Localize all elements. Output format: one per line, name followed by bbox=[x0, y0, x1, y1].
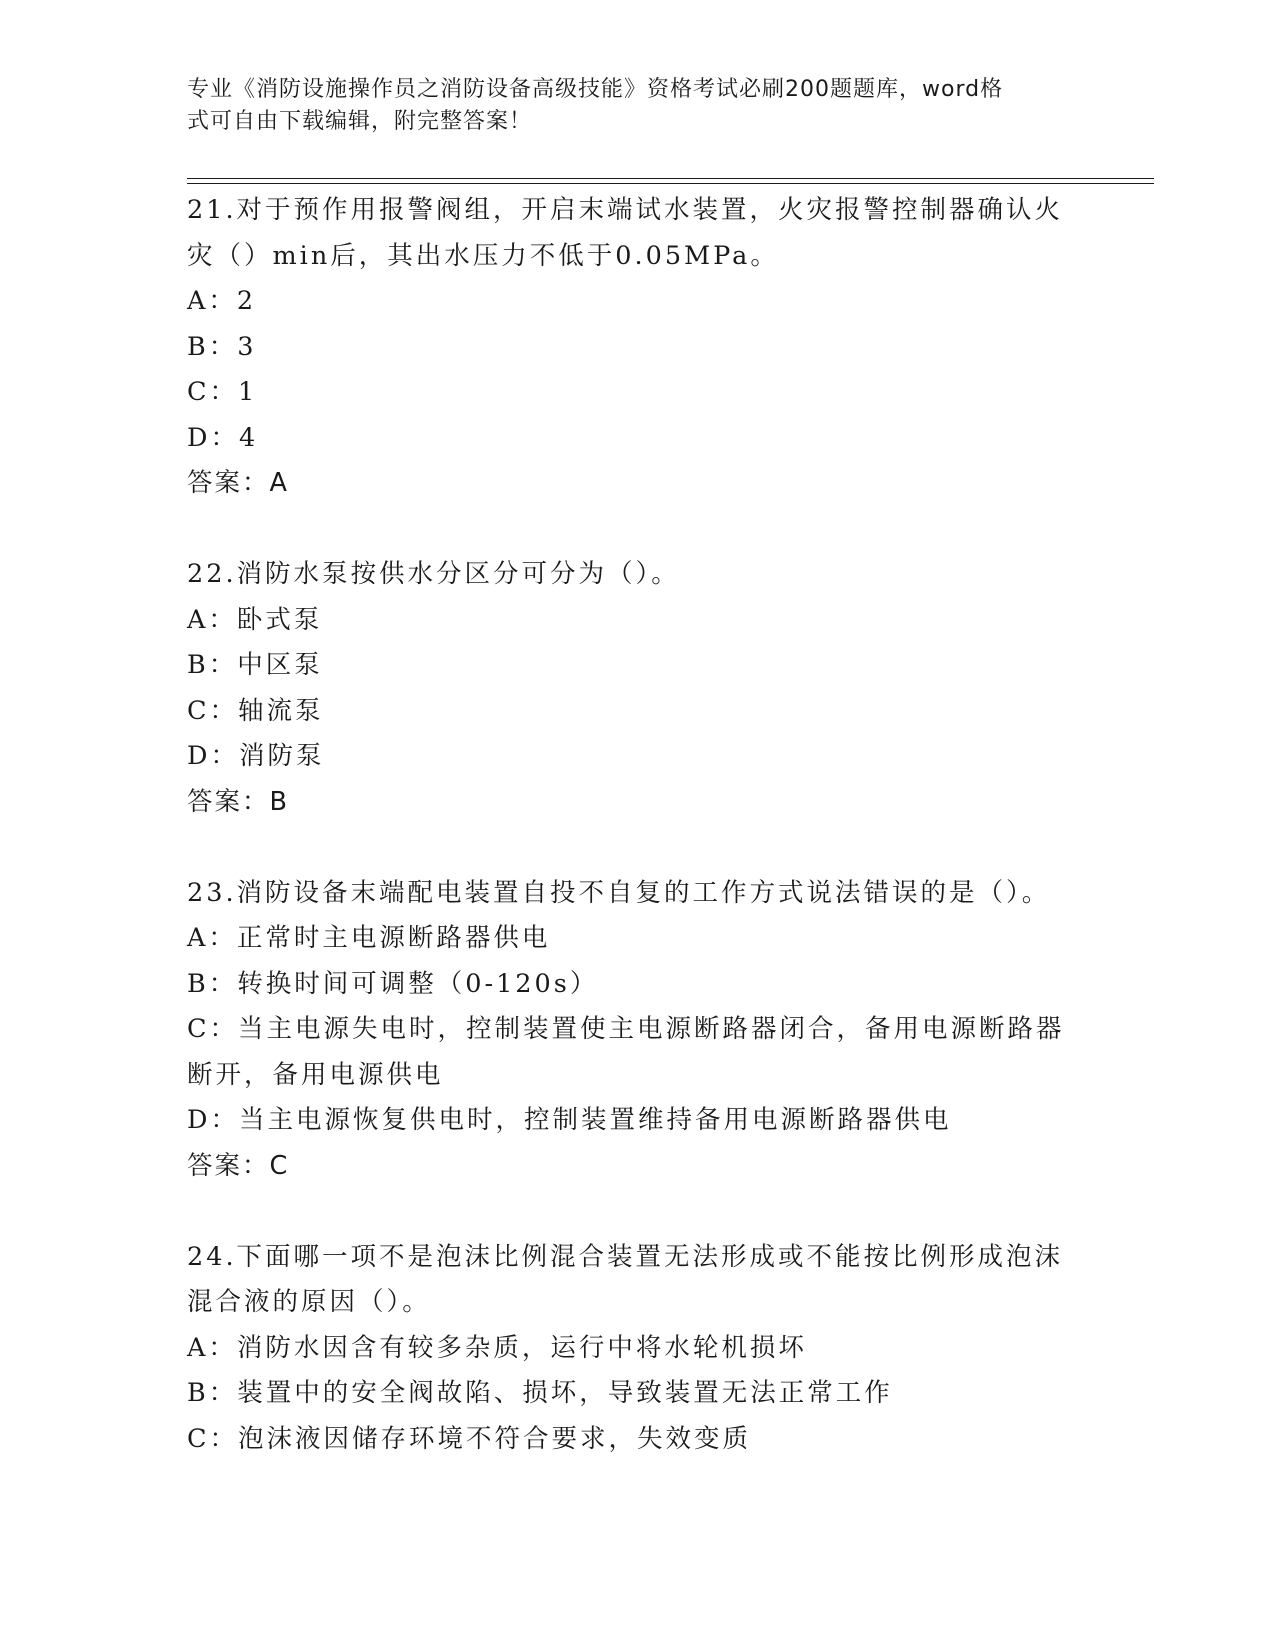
question-text-line: 21.对于预作用报警阀组，开启末端试水装置，火灾报警控制器确认火 bbox=[187, 195, 1064, 225]
question-list bbox=[187, 188, 1087, 1462]
option-c: C：当主电源失电时，控制装置使主电源断路器闭合，备用电源断路器 bbox=[187, 1014, 1065, 1044]
option-d: D：当主电源恢复供电时，控制装置维持备用电源断路器供电 bbox=[187, 1105, 952, 1135]
question-22 bbox=[187, 552, 1087, 825]
question-24 bbox=[187, 1235, 1087, 1463]
answer: 答案：B bbox=[187, 786, 289, 817]
question-text-line: 灾（）min后，其出水压力不低于0.05MPa。 bbox=[187, 240, 779, 271]
question-text-line: 混合液的原因（）。 bbox=[187, 1287, 431, 1317]
document-header bbox=[187, 74, 1067, 138]
spacer bbox=[187, 1189, 1087, 1235]
option-b: B：3 bbox=[187, 331, 257, 362]
question-23 bbox=[187, 871, 1087, 1189]
question-text-line: 22.消防水泵按供水分区分可分为（）。 bbox=[187, 559, 680, 589]
header-divider-top bbox=[187, 178, 1154, 179]
header-line-1: 专业《消防设施操作员之消防设备高级技能》资格考试必刷200题题库，word格 bbox=[187, 77, 1004, 102]
question-text-line: 24.下面哪一项不是泡沫比例混合装置无法形成或不能按比例形成泡沫 bbox=[187, 1241, 1064, 1272]
header-line-2: 式可自由下载编辑，附完整答案！ bbox=[187, 109, 533, 134]
option-d: D：4 bbox=[187, 422, 259, 453]
spacer bbox=[187, 825, 1087, 871]
option-c-continued: 断开，备用电源供电 bbox=[187, 1059, 444, 1090]
option-c: C：泡沫液因储存环境不符合要求，失效变质 bbox=[187, 1423, 752, 1454]
option-a: A：2 bbox=[187, 286, 257, 316]
answer: 答案：A bbox=[187, 468, 289, 498]
header-divider-bottom bbox=[187, 183, 1154, 184]
answer: 答案：C bbox=[187, 1150, 290, 1181]
question-21 bbox=[187, 188, 1087, 506]
option-b: B：中区泵 bbox=[187, 650, 323, 680]
option-c: C：轴流泵 bbox=[187, 695, 324, 726]
spacer bbox=[187, 506, 1087, 552]
option-c: C：1 bbox=[187, 377, 258, 407]
option-a: A：正常时主电源断路器供电 bbox=[187, 923, 551, 953]
option-b: B：装置中的安全阀故陷、损坏，导致装置无法正常工作 bbox=[187, 1378, 893, 1408]
option-b: B：转换时间可调整（0-120s） bbox=[187, 968, 599, 999]
option-a: A：卧式泵 bbox=[187, 604, 323, 635]
option-a: A：消防水因含有较多杂质，运行中将水轮机损坏 bbox=[187, 1332, 807, 1363]
question-text-line: 23.消防设备末端配电装置自投不自复的工作方式说法错误的是（）。 bbox=[187, 877, 1051, 908]
option-d: D：消防泵 bbox=[187, 741, 325, 771]
